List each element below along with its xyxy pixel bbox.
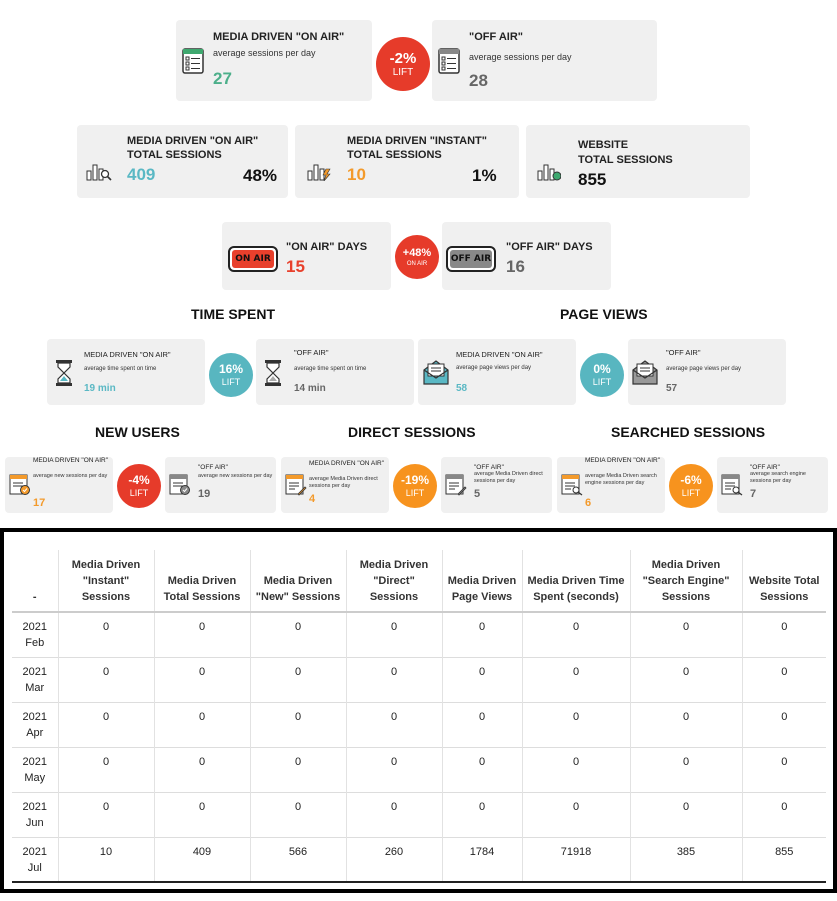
card-value: 28: [469, 71, 488, 90]
table-cell: 0: [58, 702, 154, 747]
card-value: 27: [213, 69, 232, 88]
row-date-cell: 2021 Jul: [12, 837, 58, 882]
card-percent: 1%: [472, 166, 497, 185]
table-cell: 0: [58, 612, 154, 657]
column-header: Media Driven "Instant" Sessions: [58, 550, 154, 612]
card-value: 5: [474, 488, 481, 500]
table-header-row: [12, 550, 826, 612]
table-cell: 0: [442, 612, 522, 657]
column-header: -: [12, 550, 58, 612]
table-cell: 0: [742, 657, 826, 702]
card-subtitle: average new sessions per day: [33, 473, 108, 479]
time-spent-lift-badge: [209, 353, 253, 397]
monthly-data-table: [12, 550, 826, 883]
card-subtitle: average page views per day: [666, 366, 742, 372]
card-percent: 48%: [243, 166, 278, 185]
website-total-sessions-card: [526, 125, 750, 198]
table-cell: 409: [154, 837, 250, 882]
new-users-lift-badge: [117, 464, 161, 508]
time-spent-on-air-card: [47, 339, 205, 405]
table-cell: 385: [630, 837, 742, 882]
table-cell: 0: [630, 657, 742, 702]
direct-sessions-off-air-card: [441, 457, 552, 513]
bar-chart-lightning-icon: [307, 161, 331, 181]
card-title: "OFF AIR": [294, 348, 329, 357]
lift-label: LIFT: [129, 488, 149, 498]
table-row: [12, 657, 826, 702]
table-row: [12, 837, 826, 882]
lift-label: LIFT: [405, 488, 425, 498]
lift-label: LIFT: [681, 488, 701, 498]
lift-label: LIFT: [221, 377, 241, 387]
column-header: Website Total Sessions: [742, 550, 826, 612]
instant-total-sessions-card: [295, 125, 519, 198]
table-cell: 0: [154, 792, 250, 837]
table-cell: 0: [630, 792, 742, 837]
row-date-cell: 2021 Mar: [12, 657, 58, 702]
table-row: [12, 747, 826, 792]
row-date-cell: 2021 May: [12, 747, 58, 792]
new-users-off-air-card: [165, 457, 276, 513]
form-search-icon: [721, 474, 743, 496]
table-cell: 0: [442, 747, 522, 792]
card-title: MEDIA DRIVEN "ON AIR": [33, 457, 109, 464]
card-title: MEDIA DRIVEN "ON AIR": [456, 350, 543, 359]
lift-percent: -4%: [128, 473, 150, 487]
card-value: 409: [127, 165, 156, 184]
off-air-sign-icon: [446, 246, 496, 272]
hourglass-icon: [55, 359, 73, 387]
table-cell: 0: [250, 612, 346, 657]
off-air-sign-text: OFF AIR: [450, 250, 492, 268]
on-air-avg-sessions-card: [176, 20, 372, 101]
card-value: 10: [347, 165, 366, 184]
lift-badge: [376, 37, 430, 91]
table-cell: 1784: [442, 837, 522, 882]
column-header: Media Driven Total Sessions: [154, 550, 250, 612]
table-cell: 0: [250, 702, 346, 747]
table-cell: 0: [442, 657, 522, 702]
card-value: 16: [506, 257, 525, 276]
table-cell: 0: [522, 702, 630, 747]
card-title: "OFF AIR": [750, 464, 780, 471]
new-users-title: NEW USERS: [95, 424, 180, 440]
card-title: "OFF AIR": [474, 464, 504, 471]
card-title: WEBSITE: [578, 139, 629, 151]
card-subtitle: average time spent on time: [84, 366, 157, 372]
table-cell: 855: [742, 837, 826, 882]
off-air-days-card: [442, 222, 611, 290]
table-cell: 0: [742, 612, 826, 657]
table-cell: 0: [58, 747, 154, 792]
column-header: Media Driven "Direct" Sessions: [346, 550, 442, 612]
card-value: 17: [33, 497, 46, 509]
table-cell: 0: [346, 747, 442, 792]
on-air-sign-text: ON AIR: [232, 250, 274, 268]
searched-sessions-on-air-card: [557, 457, 665, 513]
direct-sessions-lift-badge: [393, 464, 437, 508]
bar-chart-dot-icon: [537, 161, 561, 181]
column-header: Media Driven "Search Engine" Sessions: [630, 550, 742, 612]
form-check-icon: [9, 474, 31, 496]
lift-percent: -2%: [389, 49, 417, 67]
page-views-on-air-card: [418, 339, 576, 405]
page-views-lift-badge: [580, 353, 624, 397]
card-subtitle: TOTAL SESSIONS: [578, 154, 673, 166]
card-value: 58: [456, 383, 468, 394]
table-cell: 0: [154, 702, 250, 747]
table-cell: 0: [522, 657, 630, 702]
card-title: "OFF AIR": [469, 31, 524, 43]
card-subtitle: TOTAL SESSIONS: [127, 149, 222, 161]
card-subtitle: average sessions per day: [213, 48, 316, 58]
card-title: MEDIA DRIVEN "ON AIR": [127, 135, 259, 147]
searched-sessions-lift-badge: [669, 464, 713, 508]
table-cell: 0: [742, 747, 826, 792]
column-header: Media Driven Time Spent (seconds): [522, 550, 630, 612]
off-air-avg-sessions-card: [432, 20, 657, 101]
table-cell: 0: [442, 702, 522, 747]
table-cell: 0: [346, 702, 442, 747]
card-title: "OFF AIR": [198, 464, 228, 471]
table-cell: 0: [250, 747, 346, 792]
card-value: 7: [750, 488, 757, 500]
card-value: 15: [286, 257, 305, 276]
table-cell: 0: [442, 792, 522, 837]
on-air-days-card: [222, 222, 391, 290]
table-cell: 0: [346, 612, 442, 657]
form-list-icon: [182, 48, 204, 74]
table-cell: 0: [742, 792, 826, 837]
on-air-sign-icon: [228, 246, 278, 272]
table-cell: 0: [58, 792, 154, 837]
card-subtitle: average Media Driven search engine sessions per day: [585, 473, 657, 486]
table-cell: 0: [522, 747, 630, 792]
table-cell: 71918: [522, 837, 630, 882]
table-row: [12, 792, 826, 837]
lift-percent: 16%: [218, 362, 244, 376]
form-pencil-icon: [445, 474, 467, 496]
card-value: 19 min: [84, 383, 116, 394]
table-cell: 0: [58, 657, 154, 702]
lift-percent: -19%: [400, 473, 429, 487]
card-title: MEDIA DRIVEN "ON AIR": [84, 350, 171, 359]
card-title: "OFF AIR" DAYS: [506, 241, 593, 253]
table-cell: 0: [250, 792, 346, 837]
card-value: 14 min: [294, 383, 326, 394]
lift-label: ON AIR: [406, 260, 428, 267]
card-value: 855: [578, 170, 607, 189]
table-cell: 566: [250, 837, 346, 882]
searched-sessions-off-air-card: [717, 457, 828, 513]
form-list-icon: [438, 48, 460, 74]
card-value: 4: [309, 493, 316, 505]
card-title: MEDIA DRIVEN "ON AIR": [213, 31, 345, 43]
form-pencil-icon: [285, 474, 307, 496]
table-cell: 0: [346, 657, 442, 702]
card-title: "OFF AIR": [666, 348, 701, 357]
direct-sessions-on-air-card: [281, 457, 389, 513]
table-row: [12, 702, 826, 747]
card-title: "ON AIR" DAYS: [286, 241, 368, 253]
page-views-title: PAGE VIEWS: [560, 306, 648, 322]
table-cell: 0: [154, 747, 250, 792]
lift-percent: 0%: [593, 362, 611, 376]
card-subtitle: average new sessions per day: [198, 473, 273, 479]
lift-label: LIFT: [592, 377, 612, 387]
card-value: 19: [198, 488, 211, 500]
monthly-data-table-frame: [0, 528, 837, 893]
table-cell: 260: [346, 837, 442, 882]
page-views-off-air-card: [628, 339, 786, 405]
direct-sessions-title: DIRECT SESSIONS: [348, 424, 476, 440]
card-subtitle: average time spent on time: [294, 366, 367, 372]
table-cell: 10: [58, 837, 154, 882]
envelope-letter-icon: [422, 358, 450, 386]
row-date-cell: 2021 Apr: [12, 702, 58, 747]
envelope-letter-icon: [631, 358, 659, 386]
card-value: 57: [666, 383, 678, 394]
form-check-icon: [169, 474, 191, 496]
card-subtitle: average page views per day: [456, 365, 532, 371]
lift-percent: -6%: [680, 473, 702, 487]
days-lift-badge: [395, 235, 439, 279]
table-row: [12, 612, 826, 657]
on-air-total-sessions-card: [77, 125, 288, 198]
lift-percent: +48%: [402, 246, 432, 259]
card-title: MEDIA DRIVEN "ON AIR": [309, 460, 385, 467]
new-users-on-air-card: [5, 457, 113, 513]
card-subtitle: average search engine sessions per day: [750, 471, 806, 484]
row-date-cell: 2021 Jun: [12, 792, 58, 837]
table-cell: 0: [630, 747, 742, 792]
column-header: Media Driven "New" Sessions: [250, 550, 346, 612]
table-cell: 0: [346, 792, 442, 837]
table-cell: 0: [154, 657, 250, 702]
table-cell: 0: [630, 612, 742, 657]
table-cell: 0: [742, 702, 826, 747]
bar-chart-search-icon: [86, 161, 112, 181]
form-search-icon: [561, 474, 583, 496]
row-date-cell: 2021 Feb: [12, 612, 58, 657]
table-cell: 0: [522, 612, 630, 657]
card-title: MEDIA DRIVEN "INSTANT": [347, 135, 487, 147]
card-subtitle: TOTAL SESSIONS: [347, 149, 442, 161]
searched-sessions-title: SEARCHED SESSIONS: [611, 424, 766, 440]
card-subtitle: average Media Driven direct sessions per day: [309, 476, 378, 489]
lift-label: LIFT: [392, 66, 414, 78]
table-cell: 0: [630, 702, 742, 747]
card-value: 6: [585, 497, 592, 509]
time-spent-off-air-card: [256, 339, 414, 405]
table-cell: 0: [250, 657, 346, 702]
table-cell: 0: [154, 612, 250, 657]
column-header: Media Driven Page Views: [442, 550, 522, 612]
card-title: MEDIA DRIVEN "ON AIR": [585, 457, 661, 464]
hourglass-icon: [264, 359, 282, 387]
table-cell: 0: [522, 792, 630, 837]
card-subtitle: average sessions per day: [469, 52, 572, 62]
card-subtitle: average Media Driven direct sessions per day: [474, 471, 543, 484]
time-spent-title: TIME SPENT: [191, 306, 276, 322]
